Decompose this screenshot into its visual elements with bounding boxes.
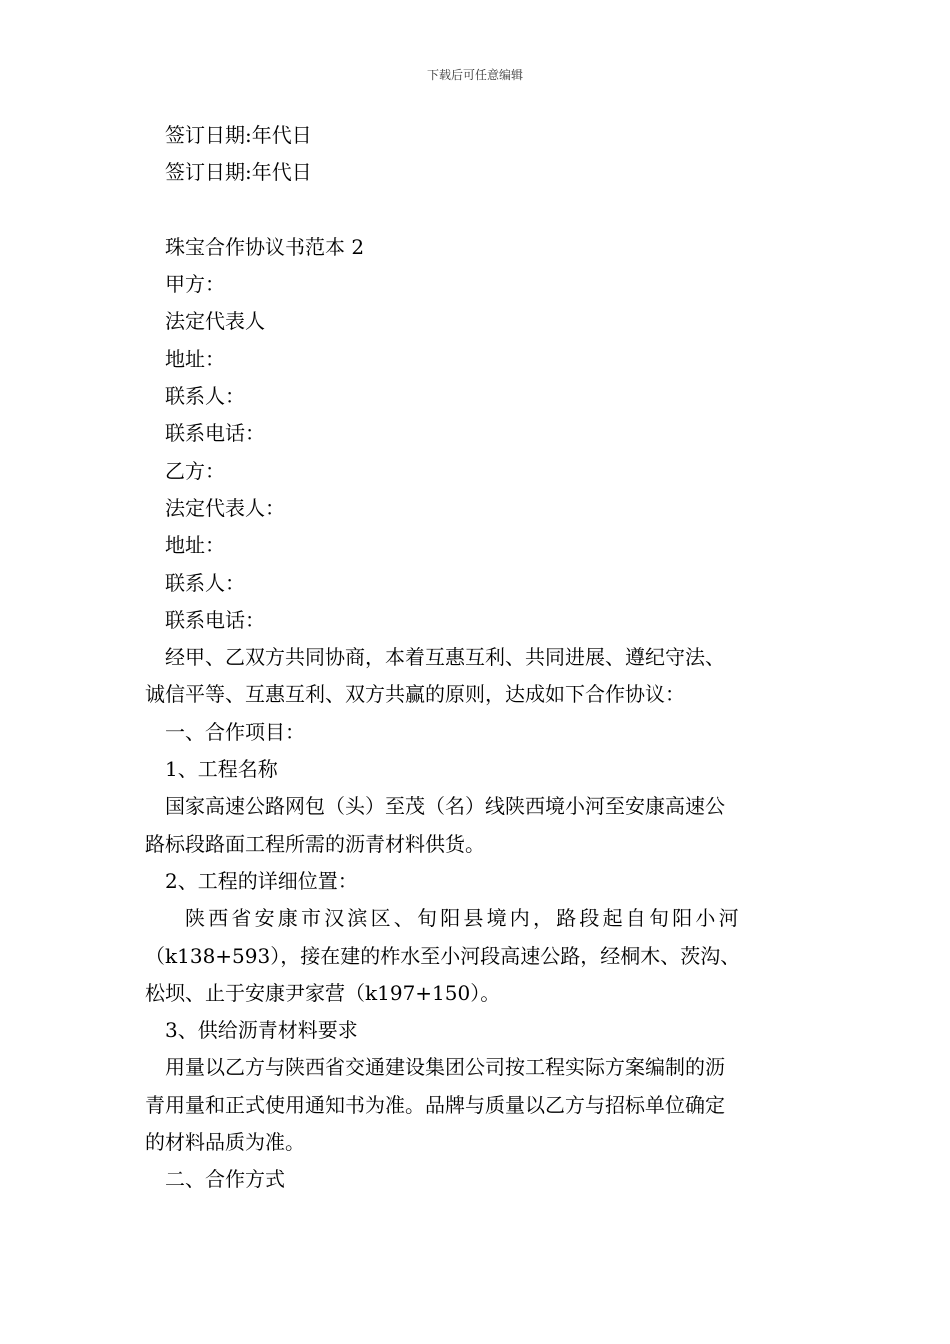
party-a-phone: 联系电话： xyxy=(165,421,265,446)
intro-paragraph-line: 经甲、乙双方共同协商，本着互惠互利、共同进展、遵纪守法、 xyxy=(165,645,725,670)
party-b-contact: 联系人： xyxy=(165,570,245,595)
party-b-phone: 联系电话： xyxy=(165,607,265,632)
item-paragraph-line: 青用量和正式使用通知书为准。品牌与质量以乙方与招标单位确定 xyxy=(145,1092,725,1117)
document-body xyxy=(145,117,807,1199)
blank-line xyxy=(145,192,807,229)
intro-paragraph-line: 诚信平等、互惠互利、双方共赢的原则，达成如下合作协议： xyxy=(145,682,685,707)
party-b-label: 乙方： xyxy=(165,458,225,483)
document-title: 珠宝合作协议书范本 2 xyxy=(165,234,365,259)
party-b-representative: 法定代表人： xyxy=(165,495,285,520)
item-heading: 1、工程名称 xyxy=(165,757,278,782)
sign-date-line: 签订日期:年代日 xyxy=(165,160,312,185)
party-a-label: 甲方： xyxy=(165,272,225,297)
item-paragraph-line: 的材料品质为准。 xyxy=(145,1130,305,1155)
party-b-address: 地址： xyxy=(165,533,225,558)
item-paragraph-line: 陕西省安康市汉滨区、旬阳县境内，路段起自旬阳小河 xyxy=(185,906,742,931)
item-paragraph-line: 国家高速公路网包（头）至茂（名）线陕西境小河至安康高速公 xyxy=(165,794,725,819)
sign-date-line: 签订日期:年代日 xyxy=(165,123,312,147)
party-a-contact: 联系人： xyxy=(165,384,245,409)
page-header-note: 下载后可任意编辑 xyxy=(426,68,523,82)
item-paragraph-line: （k138+593），接在建的柞水至小河段高速公路，经桐木、茨沟、 xyxy=(145,943,741,968)
item-heading: 3、供给沥青材料要求 xyxy=(165,1018,358,1043)
section-heading: 一、合作项目： xyxy=(165,719,305,744)
party-a-address: 地址： xyxy=(165,346,225,371)
item-paragraph-line: 用量以乙方与陕西省交通建设集团公司按工程实际方案编制的沥 xyxy=(165,1055,725,1080)
item-heading: 2、工程的详细位置： xyxy=(165,868,358,893)
section-heading: 二、合作方式 xyxy=(165,1167,285,1192)
item-paragraph-line: 路标段路面工程所需的沥青材料供货。 xyxy=(145,831,485,856)
item-paragraph-line: 松坝、止于安康尹家营（k197+150）。 xyxy=(145,980,501,1005)
party-a-representative: 法定代表人 xyxy=(165,309,265,334)
